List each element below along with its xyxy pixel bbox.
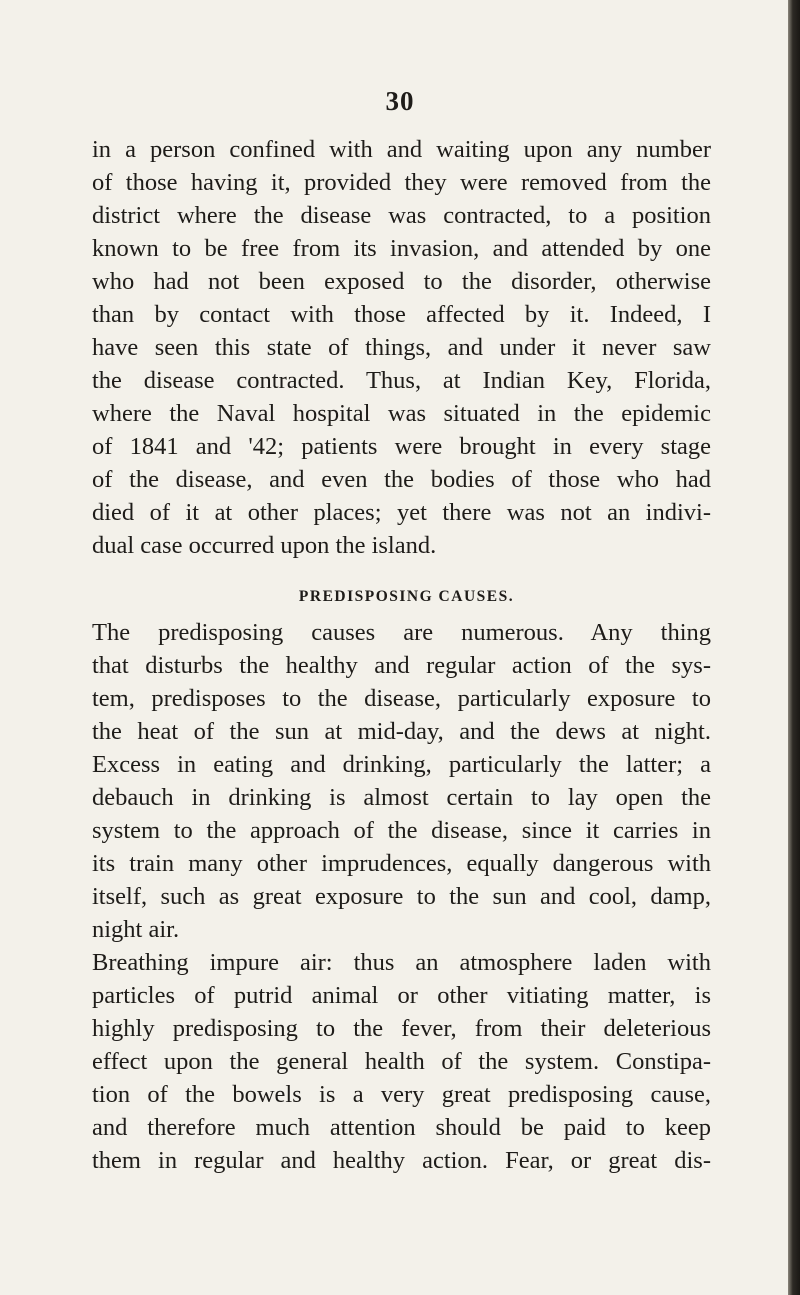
text-line: effect upon the general health of the system. Constipa- [92, 1048, 711, 1075]
text-line: the heat of the sun at mid-day, and the dews at night. [92, 718, 711, 745]
text-line: of the disease, and even the bodies of those who had [92, 466, 711, 493]
text-line: known to be free from its invasion, and attended by one [92, 235, 711, 262]
text-line: its train many other imprudences, equally dangerous with [92, 850, 711, 877]
text-line: particles of putrid animal or other vitiating matter, is [92, 982, 711, 1009]
text-line: Breathing impure air: thus an atmosphere laden with [92, 949, 711, 976]
text-line: Excess in eating and drinking, particularly the latter; a [92, 751, 711, 778]
text-line: night air. [92, 916, 180, 943]
text-line: district where the disease was contracted, to a position [92, 202, 711, 229]
text-line: The predisposing causes are numerous. Any thing [92, 619, 711, 646]
text-line: of those having it, provided they were removed from the [92, 169, 711, 196]
paragraph-2 [92, 616, 711, 946]
text-line: have seen this state of things, and under it never saw [92, 334, 711, 361]
text-line: where the Naval hospital was situated in the epidemic [92, 400, 711, 427]
text-line: than by contact with those affected by it. Indeed, I [92, 301, 711, 328]
paragraph-1 [92, 133, 711, 562]
body-text [92, 133, 711, 1177]
text-line: them in regular and healthy action. Fear, or great dis- [92, 1147, 711, 1174]
text-line: highly predisposing to the fever, from their deleterious [92, 1015, 711, 1042]
text-line: tem, predisposes to the disease, particularly exposure to [92, 685, 711, 712]
text-line: system to the approach of the disease, since it carries in [92, 817, 711, 844]
text-line: of 1841 and '42; patients were brought in every stage [92, 433, 711, 460]
text-line: and therefore much attention should be paid to keep [92, 1114, 711, 1141]
text-line: who had not been exposed to the disorder, otherwise [92, 268, 711, 295]
page-number: 30 [385, 86, 415, 116]
text-line: dual case occurred upon the island. [92, 532, 437, 559]
text-line: the disease contracted. Thus, at Indian Key, Florida, [92, 367, 711, 394]
text-line: debauch in drinking is almost certain to lay open the [92, 784, 711, 811]
text-line: itself, such as great exposure to the sun and cool, damp, [92, 883, 711, 910]
text-line: died of it at other places; yet there was not an indivi- [92, 499, 711, 526]
text-line: tion of the bowels is a very great predisposing cause, [92, 1081, 711, 1108]
text-line: in a person confined with and waiting upon any number [92, 136, 711, 163]
page-edge [788, 0, 800, 1295]
section-heading: PREDISPOSING CAUSES. [298, 588, 515, 605]
paragraph-3 [92, 946, 711, 1177]
text-line: that disturbs the healthy and regular action of the sys- [92, 652, 711, 679]
